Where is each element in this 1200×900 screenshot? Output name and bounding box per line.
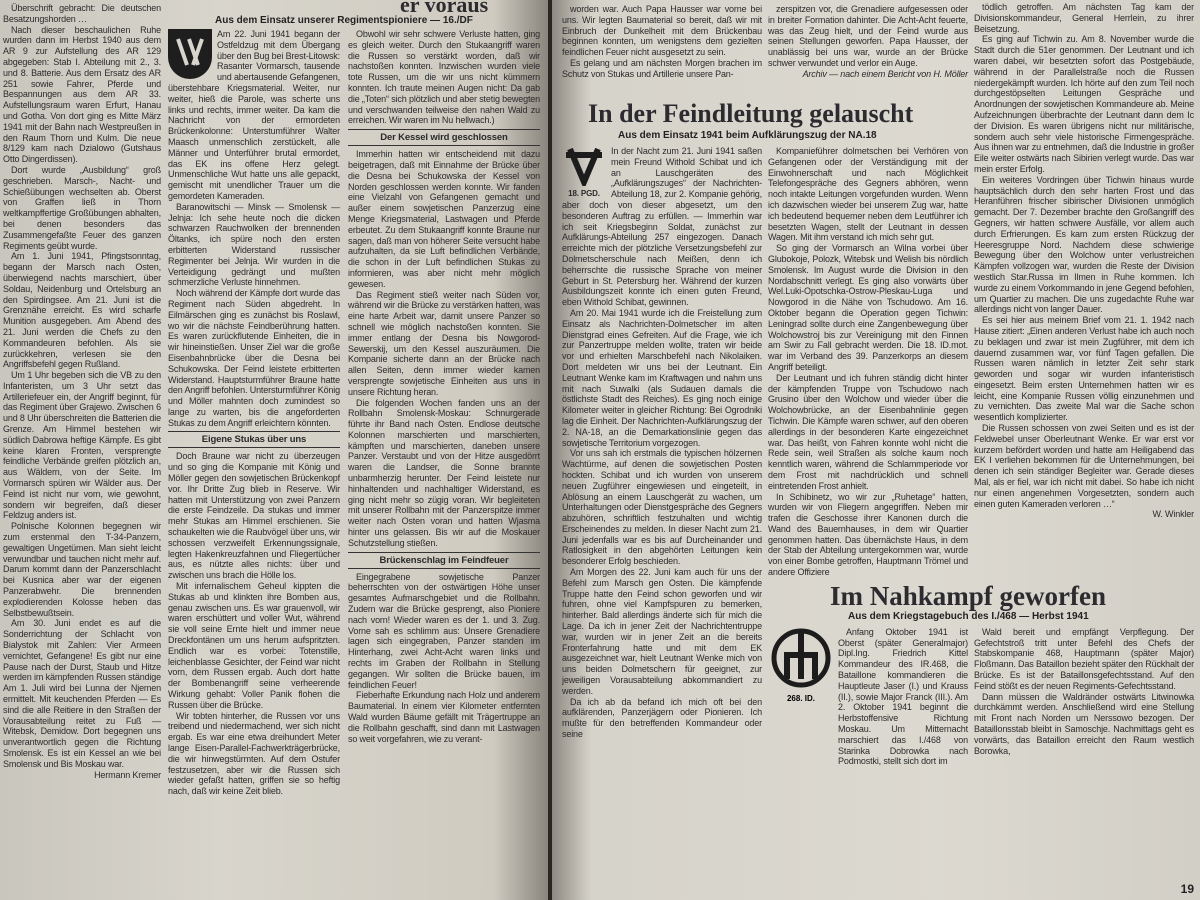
paragraph: Vor uns sah ich erstmals die typischen hölzernen Wachtürme, auf denen die sowjetischen Posten hockten. Schibat und ich wurden von unserem neuen Zugführer eingewiesen und eingeteilt, in Ablösung an einem Lauschgerät zu wachen, um Unterhaltungen oder Dienstgespräche des Gegners abzuhören, schriftlich festzuhalten und wichtig Erscheinendes zu melden. In dieser Nacht zum 21. Juni jedenfalls war es bis auf Durcheinander und Ratlosigkeit in den abgehörten Leitungen kein besonderer Erfolg beschieden. bbox=[562, 448, 762, 567]
article-title: In der Feindleitung gelauscht bbox=[588, 99, 914, 128]
paragraph: Überschrift gebracht: Die deutschen Besatzungshorden … bbox=[3, 3, 161, 24]
paragraph: Der Leutnant und ich fuhren ständig dicht hinter der kämpfenden Truppe von Tschudowo nach Grusino über den Wolchow und wieder über die Wolchowbrücke, an der Eisenbahnlinie gegen Tichwin. Die Kämpfe waren schwer, auf den oberen allerdings in der besonderen Karte eingezeichnet war. Das heißt, von Fahren konnte wohl nicht die Rede sein, weil Straßen als solche kaum noch kenntlich waren, während die Schlammperiode vor dem Frost mit nachdrücklich und schnell eintretenden Frost anhielt. bbox=[768, 372, 968, 491]
text-column-1 bbox=[3, 3, 161, 780]
paragraph: Wald bereit und empfängt Verpflegung. Der Gefechtstroß tritt unter Befehl des Chefs der Stabskompanie 468, Hauptmann (später Major) Floßmann. Das Bataillon bezieht später den Rückhalt der Brücke. Es ist der Bataillonsgefechtsstand. Auf den Feind stößt es der neuen Regiments-Gefechtsstand. bbox=[974, 626, 1194, 691]
v-rune-emblem-icon bbox=[563, 146, 605, 186]
paragraph: Dann müssen die Waldränder ostwärts Litwinowka durchkämmt werden. Anschließend wird eine Stellung mit Front nach Norden um Nerssowo bezogen. Der Bataillonsstab bleibt in Samoschje. Nachmittags geht es vorwärts, das Bataillon erreicht den Raum westlich Borowka, bbox=[974, 691, 1194, 756]
paragraph: Um 1 Uhr begeben sich die VB zu den Infanteristen, um 3 Uhr setzt das Artilleriefeuer ein, der Angriff beginnt, für das Regiment über Grajewo. Zwischen 6 und 8 Uhr überschreiten die Batterien die Grenze. Am Himmel bestehen wir südlich Dabrowa heftige Kämpfe. Es gibt keine klaren Fronten, versprengte feindliche Verbände greifen plötzlich an, aus Wäldern, von der Seite. Im Vormarsch spüren wir Wälder aus. Der Feind ist nicht nur vorn, wie gewohnt, sondern wir begreifen, daß dieser Feldzug anders ist. bbox=[3, 370, 161, 521]
paragraph: Da ich ab da befand ich mich oft bei den aufklärenden, Panzerjägern oder Pionieren. Ich mußte für den betreffenden Kommandeur oder seine bbox=[562, 696, 762, 740]
section-heading: Der Kessel wird geschlossen bbox=[348, 129, 540, 146]
article2-column-1 bbox=[838, 627, 968, 767]
paragraph: Die Russen schossen von zwei Seiten und es ist der Feldwebel unser Oberleutnant Wenke. Er war erst vor kurzem befördert worden und hatte am Heiligabend das EK I verliehen bekommen für die Unternehmungen, bei denen ich sein ständiger Begleiter war. Gerade dieses Mal, als er fiel, war ich nicht mit dabei. So habe ich nicht nur einen angenehmen Vorgesetzten, sondern auch einen guten Kameraden verloren …“ bbox=[974, 423, 1194, 509]
paragraph: Am Morgen des 22. Juni kam auch für uns der Befehl zum Marsch gen Osten. Die kämpfende Truppe hatte den Feind schon geworfen und wir fuhren, ohne viel Kampfspuren zu bemerken, hinterher. Bald allerdings änderte sich für mich die Lage. Da ich in jener Zeit der Nachrichtentruppe war, wurden wir in jener Zeit an die bereits Fronterfahrung hatte und mit dem EK ausgezeichnet war, hielt Leutnant Wenke mich von uns beiden Dolmetschern für geeignet, zur jeweiligen Vorausabteilung abkommandiert zu werden. bbox=[562, 567, 762, 696]
author-signature: Hermann Kremer bbox=[94, 769, 161, 780]
paragraph: Es sei hier aus meinem Brief vom 21. 1. 1942 nach Hause zitiert: „Einen anderen Verlust habe ich auch noch zu beklagen und zwar ist mein Zugführer, mit dem ich dauernd zusammen war, vor fünf Tagen gefallen. Die Russen waren nämlich in letzter Zeit sehr stark geworden und sogar wir wurden infanteristisch eingesetzt. Beim ersten Unternehmen hatten wir es leicht, eine Kompanie Russen völlig einzunehmen und zu vernichten. Das zweite Mal war die Sache schon wesentlich komplizierter. bbox=[974, 315, 1194, 423]
text-column-2 bbox=[168, 29, 340, 797]
article-subtitle: Aus dem Kriegstagebuch des I./468 — Herbst 1941 bbox=[848, 610, 1089, 622]
paragraph: Kompanieführer dolmetschen bei Verhören von Gefangenen oder der Verständigung mit der Einwohnerschaft und nach Möglichkeit Telefongespräche des Gegners abhören, wenn noch intakte Leitungen vorgefunden wurden. Wenn ich dazwischen wieder bei unserem Zug war, hatte ich bedeutend bequemer neben dem Leutführer ich besetzten Wagen, stellt der Leutnant in dessen Wagen. Mit ihm verstand ich mich sehr gut. bbox=[768, 146, 968, 243]
article-subtitle: Aus dem Einsatz 1941 beim Aufklärungszug der NA.18 bbox=[618, 130, 877, 141]
article-title: Im Nahkampf geworfen bbox=[830, 580, 1106, 611]
paragraph: In Schibinetz, wo wir zur „Ruhetage“ hatten, wurden wir von Fliegern angegriffen. Neben mir trafen die Geschosse ihrer Kanonen durch die Wand des Bauernhauses, in dem wir Quartier genommen hatten. Das übernächste Haus, in dem der Stab der Abteilung untergekommen war, wurde von einer Bombe getroffen, Hauptmann Trömel und andere Offiziere bbox=[768, 491, 968, 578]
paragraph: Es gelang und am nächsten Morgen brachen im Schutz von Stukas und Artillerie unsere Pan- bbox=[562, 57, 762, 79]
section-heading: Eigene Stukas über uns bbox=[168, 431, 340, 448]
paragraph: Eingegrabene sowjetische Panzer beherrschten von der ostwärtigen Höhe unser gesamtes Aufmarschgebiet und die Rollbahn. Zudem war die Brücke gesprengt, also Pioniere nach vorn! Wieder waren es der 1. und 3. Zug. Vorne sah es schlimm aus: Unsere Grenadiere lagen sich eingegraben, Panzer standen im Hinterhang, zwei Acht-Acht waren links und rechts im Graben der Rollbahn in Stellung gegangen. Wir sollten die Brücke bauen, im feindlichen Feuer! bbox=[348, 571, 540, 690]
paragraph: Mit infernalischem Geheul kippten die Stukas ab und klinkten ihre Bomben aus, genau zwischen uns. Es war grauenvoll, wir waren erschüttert und voller Wut, während sie voll seine Ernte hielt und immer neue Dreckfontänen um uns herum aufspritzten. Endlich war es vorbei: Totenstille, leichenblasse Gesichter, der Feind war nicht vorn, dem Russen ergab. Auch dort hatte der Bombenangriff seine verheerende Wirkung gehabt: Voller Panik flohen die Russen über die Brücke. bbox=[168, 581, 340, 710]
emblem-label: 18. PGD. bbox=[568, 188, 600, 198]
text-column-3 bbox=[348, 29, 540, 744]
paragraph: worden war. Auch Papa Hausser war vorne bei uns. Wir legten Baumaterial so bereit, daß wir mit Einbruch der Dunkelheit mit dem Brückenbau beginnen konnten, um wenigstens dem gezielten feindlichen Feuer nicht ausgesetzt zu sein. bbox=[562, 4, 762, 58]
article1-column-2 bbox=[768, 0, 968, 578]
paragraph: Ein weiteres Vordringen über Tichwin hinaus wurde hauptsächlich durch den sehr harten Frost und das Heranführen frischer sibirischer Divisionen unmöglich gemacht. Der 7. Dezember brachte den Großangriff des Gegners, wir hatten schwere Ausfälle, vor allem auch durch Erfrierungen. Es kam zum ersten Rückzug der Heeresgruppe Nord. Nachdem diese schwierige Bewegung über den Wolchow unter verlustreichen Kämpfen vollzogen war, wurden die Reste der Division westlich Star.Russa im Ilmen in Ruhe kommen. Ich wurde zu einem Vorkommando in jene Gegend befohlen, um Quartier zu machen. Die uns zugedachte Ruhe war allerdings nicht von langer Dauer. bbox=[974, 174, 1194, 315]
paragraph: Wir tobten hinterher, die Russen vor uns treibend und niedermachend, wer sich nicht ergab. Es war eine etwa dreihundert Meter lange Eisen-Parallel-Fachwerkträgerbrücke, die wir hinwegstürmten. Auf dem Ostufer festzusetzen, aber wir die Russen sich wieder gefaßt hatten, griffen sie so heftig nach, daß wir keine Zeit blieb. bbox=[168, 710, 340, 797]
paragraph: Am 30. Juni endet es auf die Sonderrichtung der Schlacht von Bialystok mit Zahlen: Vier Armeen vernichtet, Gefangene! Es gibt nur eine Pause nach der Durst, Staub und Hitze werden im kämpfenden Russen ständige Am 1. Juli wird bei Lunna der Njemen ermittelt. Mit keuchenden Pferden — Es sind die alle Reitiere in den Straßen der Vorausabteilung reitet zu Fuß — Witebsk, Demidow. Dort begegnen uns unverantwortlich gegen die Richtung Smolensk. Es ist ein Kessel an wie bei Smolensk und Bis Moskau war. bbox=[3, 618, 161, 769]
article-subtitle: Aus dem Einsatz unserer Regimentspioniere — 16./DF bbox=[215, 15, 473, 26]
article2-columns bbox=[768, 627, 1194, 767]
paragraph: Am 1. Juni 1941, Pfingstsonntag, begann der Marsch nach Osten, überwiegend nachts marschiert, über Soldau, Neidenburg und Ortelsburg an den Spirdingsee. Am 21. Juni ist die Grenznähe erreicht. Es wird scharfe Munition ausgegeben. Am Abend des 21. Juni werden die Chefs zu den Kommandeuren befohlen. Als sie zurückkehren, verlesen sie den Angriffsbefehl gegen Rußland. bbox=[3, 251, 161, 370]
article-title-fragment: er voraus bbox=[400, 0, 489, 17]
right-column-3 bbox=[974, 0, 1194, 520]
paragraph: Immerhin hatten wir entscheidend mit dazu beigetragen, daß mit Einnahme der Brücke über die Desna bei Schukowska der Kessel von Norden geschlossen werden konnte. Wir fanden eine Vielzahl von Gefangenen gemacht und außer einem sowjetischen Panzerzug eine Menge Kriegsmaterial, Lastwagen und Pferde erbeutet. Zu dem Stukaangriff konnte Braune nur sagen, daß man von höherer Seite versucht habe aufzuhalten, da sie Luft befindlichen Verbände, die schon in der Luft befindlichen Stukas zu informieren, was aber nicht mehr möglich gewesen. bbox=[348, 149, 540, 289]
article2-column-2 bbox=[974, 627, 1194, 757]
article2 bbox=[768, 578, 1194, 767]
top-column-1 bbox=[562, 4, 762, 80]
paragraph: In der Nacht zum 21. Juni 1941 saßen mein Freund Withold Schibat und ich an Lauschgeräten des „Aufklärungszuges“ der Nachrichten-Abteilung 18, zur 2. Kompanie gehörig, aber doch von dieser abgesetzt, um den besonderen Auftrag zu erfüllen. — Immerhin war ich seit Kriegsbeginn Soldat, zunächst zur Aufklärungs-Abteilung 257 eingezogen. Danach erreichte mich der plötzliche Versetzungsbefehl zur Dolmetscherschule nach Meißen, denn ich beherrschte die russische Sprache von meiner Geburt in St. Petersburg her. Während der kurzen Ausbildungszeit konnte ich einen guten Freund, eben Withold Schibat, gewinnen. bbox=[562, 146, 762, 308]
division-emblem-268 bbox=[768, 627, 834, 703]
paragraph: Es ging auf Tichwin zu. Am 8. November wurde die Stadt durch die 51er genommen. Der Leutnant und ich waren dabei, wir besetzten sofort das Postgebäude, während in der Parallelstraße noch die Russen niedergekämpft wurden. Ich hörte auf den zum Teil noch durchgestöpselten Leitungen Gespräche und Anordnungen der sowjetischen Kommandeure ab. Meine Aufzeichnungen überbrachte der Leutnant dann dem Ic der Division. Es waren übrigens nicht nur militärische, sondern auch sehr viele historische Firmengespräche. Aus ihnen war zu entnehmen, daß die Industrie in großer Eile weiter ostwärts nach Sibirien verlegt wurde. Das war mein erster Erfolg. bbox=[974, 34, 1194, 174]
regiment-emblem-icon bbox=[168, 29, 212, 79]
paragraph: Baranowitschi — Minsk — Smolensk — Jelnja: Ich sehe heute noch die dicken schwarzen Rauchwolken der brennenden Öltanks, ich spüre noch den ersten erbitterten Widerstand russischer Regimenter bei Jelnja. Wir wurden in die Verteidigung gedrängt und mußten schmerzliche Verluste hinnehmen. bbox=[168, 201, 340, 288]
page-number: 19 bbox=[1180, 882, 1194, 896]
division-emblem-18 bbox=[562, 146, 606, 198]
division-268-emblem-icon bbox=[770, 627, 832, 689]
columns-row bbox=[768, 0, 1194, 578]
left-page bbox=[0, 0, 548, 900]
paragraph: Anfang Oktober 1941 ist Oberst (später Generalmajor) Dipl.Ing. Friedrich Kittel Kommandeur des IR.468, die Bataillone kommandieren die Hauptleute Jaser (I.) und Krauss (II.), sowie Major Franck (III.). Am 2. Oktober 1941 beginnt die Herbstoffensive Richtung Moskau. Um Mitternacht marschiert das I./468 von Starinka Dobrowka nach Podmostki, stellt sich dort im bbox=[838, 626, 968, 767]
paragraph: Dort wurde „Ausbildung“ groß geschrieben. Marsch-, Nacht- und Schießübungen wechselten ab. Oberst von Graffen ließ in Thorn weltkampffertige Großübungen abhalten, bei denen besonders das Zusammengefaßte Feuer des ganzen Regiments geübt wurde. bbox=[3, 164, 161, 251]
emblem-label: 268. ID. bbox=[786, 693, 815, 703]
paragraph: tödlich getroffen. Am nächsten Tag kam der Divisionskommandeur, General Herrlein, zu ihrer Beisetzung. bbox=[974, 2, 1194, 34]
paragraph: Polnische Kolonnen begegnen wir zum erstenmal den T-34-Panzern, gewaltigen Ungetümen. Man sieht leicht verwundbar und tauchen nicht mehr auf. Darum kommt dann der Panzerschlacht bei Kusnica aber war der eigenen Panzerabwehr. Die brennenden explodierenden Kolosse heben das Selbstbewußtsein. bbox=[3, 521, 161, 618]
source-credit: Archiv — nach einem Bericht von H. Möller bbox=[802, 68, 968, 79]
section-heading: Brückenschlag im Feindfeuer bbox=[348, 552, 540, 569]
paragraph: Das Regiment stieß weiter nach Süden vor, während wir die Brücke zu verstärken hatten, was eine harte Arbeit war, damit unsere Panzer so schnell wie möglich nachstoßen konnten. Sie immer entlang der Desna bis Nowgorod-Sewerskij, um den Kessel auszuräumen. Die Kompanie sicherte dann an der Brücke nach allen Seiten, denn immer wieder kamen versprengte sowjetische Einheiten aus uns in unsere Richtung heran. bbox=[348, 289, 540, 397]
right-page bbox=[552, 0, 1200, 900]
paragraph: zerspitzen vor, die Grenadiere aufgesessen oder in breiter Formation dahinter. Die Acht-Acht feuerte, was das Zeug hielt, und der Feind wurde aus seinen Stellungen geworfen. Papa Hausser, der unablässig bei uns war, wurde an der Brücke schwer verwundet und verlor ein Auge. bbox=[768, 4, 968, 68]
paragraph: Noch während der Kämpfe dort wurde das Regiment nach Süden abgedreht. In Eilmärschen ging es zunächst bis Roslawl, wo wir die nächste Feindberührung hatten. Es waren zurückflutende Einheiten, die in wir hineinstießen. Unser Ziel war die große Eisenbahnbrücke über die Desna bei Schukowska. Der Feind leistete erbitterten Widerstand. Hauptsturmführer Braune hatte den Angriff befohlen. Untersturmführer König und Möller mahnten doch zumindest so lange zu warten, bis die angeforderten Stukas zu dem Angriff erleichtern könnten. bbox=[168, 288, 340, 428]
article1-column-1 bbox=[562, 146, 762, 740]
paragraph: Doch Braune war nicht zu überzeugen und so ging die Kompanie mit König und Möller gegen den sowjetischen Brückenkopf vor. Ihr Dritte Zug blieb in Reserve. Wir hatten mit Unterstützung von zwei Panzern die erste Feindzeile. Da stukas und immer mehr Stukas am Himmel erschienen. Sie schaukelten wie die Raubvögel über uns, wir schossen verzweifelt Erkennungssignale, legten Hakenkreuzfahnen und Fliegertücher aus, es nützte alles nichts: über und zwischen uns brach die Hölle los. bbox=[168, 451, 340, 581]
paragraph: So ging der Vormarsch an Wilna vorbei über Glubokoje, Polozk, Witebsk und Welish bis nördlich Smolensk. Im August wurde die Division in den Nordabschnitt verlegt. Es ging also vorwärts über Wel.Luki-Opotschka-Ostrow-Pleskau-Luga und Nowgorod in die Nähe von Tschudowo. Am 16. Oktober begann die Operation gegen Tichwin: Leningrad sollte durch eine Zangenbewegung über Wolchowstroj bis zur Vereinigung mit den Finnen am Swir zu Fall gebracht werden. Die 18. ID.mot. war im Verband des 39. Panzerkorps an diesem Angriff beteiligt. bbox=[768, 243, 968, 372]
paragraph: Obwohl wir sehr schwere Verluste hatten, ging es gleich weiter. Durch den Stukaangriff waren die Russen so verstärkt worden, daß wir nachstoßen konnten. Inzwischen wurden viele tote Russen, um die wir uns nicht kümmern konnten. Ich traute meinen Augen nicht: Da gab die „Toten“ sich plötzlich und aber stetig bewegten und verschwanden teilweise den nahen Wald zu erreichen. Wir waren im Nu hellwach.) bbox=[348, 29, 540, 126]
paragraph: Am 20. Mai 1941 wurde ich die Freistellung zum Einsatz als Nachrichten-Dolmetscher im alten Dienstgrad eines Gefreiten. Auf die Frage, wie ich zur Panzertruppe melden wollte, traten wir beide vor und erhielten Marschbefehl nach Nikolaiken. Dort meldeten wir uns bei der Leutnant. Ein Leutnant Wenke kam im Kraftwagen und nahm uns mit nach Suwalki (als Sudauen damals die östlichste Stadt des Reiches). Es ging noch einige Kilometer weiter in gleicher Richtung: Bei Ogrodniki lag die Einheit. Der Nachrichten-Aufklärungszug der 2. NA-18, an die Demarkationslinie gegen das sowjetische Territorium vorgezogen. bbox=[562, 307, 762, 448]
paragraph: Nach dieser beschaulichen Ruhe wurden dann im Herbst 1940 aus dem AR 9 zur Aufstellung des AR 129 abgegeben: Stab I. Abteilung mit 2., 3. und 8. Batterie. Aus dem Ersatz des AR 251 sowie Fahrer, Pferde und Bespannungen aus dem AR 33. Aufstellungsraum waren Erfurt, Hanau und Gotha. Von dort ging es Mitte März 1941 mit der Bahn nach Westpreußen in den Raum Thorn und Kulm. Die neue 8/129 kam nach Dzialowo (Gutshaus Otto Dingerdissen). bbox=[3, 24, 161, 165]
author-signature: W. Winkler bbox=[1152, 509, 1194, 520]
right-lower-area bbox=[768, 0, 1194, 767]
paragraph: Fieberhafte Erkundung nach Holz und anderem Baumaterial. In einem vier Kilometer entfernten Wald wurden Bäume gefällt mit Trägertruppe an die Rollbahn geschafft, sind dann mit Lastwagen so weit vorgefahren, wie zu verant- bbox=[348, 690, 540, 744]
paragraph: Am 22. Juni 1941 begann der Ostfeldzug mit dem Übergang über den Bug bei Brest-Litowsk: Rasanter Vormarsch, tausende und abertausende Gefangenen, überstehbare Kriegsmaterial. Weiter, nur weiter, hieß die Parole, was scherte uns links und rechts, immer weiter. Da kam die Nachricht von der ermordeten Brückenkolonne: Unterstumführer Walter Maasch unmenschlich zerstückelt, alle Männer und Unterführer brutal ermordet, das EK ins offene Herz gelegt. Unmenschliche Wut hatte uns alle gepackt, gemischt mit unendlicher Trauer um die gemordeten Kameraden. bbox=[168, 29, 340, 201]
paragraph: Die folgenden Wochen fanden uns an der Rollbahn Smolensk-Moskau: Schnurgerade führte ihr Band nach Osten. Endlose deutsche Kolonnen marschierten und marschierten, kämpften und marschierten, daneben unsere Panzer. Verstaubt und von der Hitze ausgedörrt waren die Landser, die Sonne brannte unbarmherzig herunter. Der Feind leistete nur hinhaltenden und nachhaltiger Widerstand, es ging nicht mehr so zügig voran. Wir begleiteten mit unserer Rollbahn mit der Panzerspitze immer weiter nach Osten voran und hatten Wjasma hinter uns gelassen. Bis wir auf die Moskauer Schutzstellung stießen. bbox=[348, 397, 540, 548]
